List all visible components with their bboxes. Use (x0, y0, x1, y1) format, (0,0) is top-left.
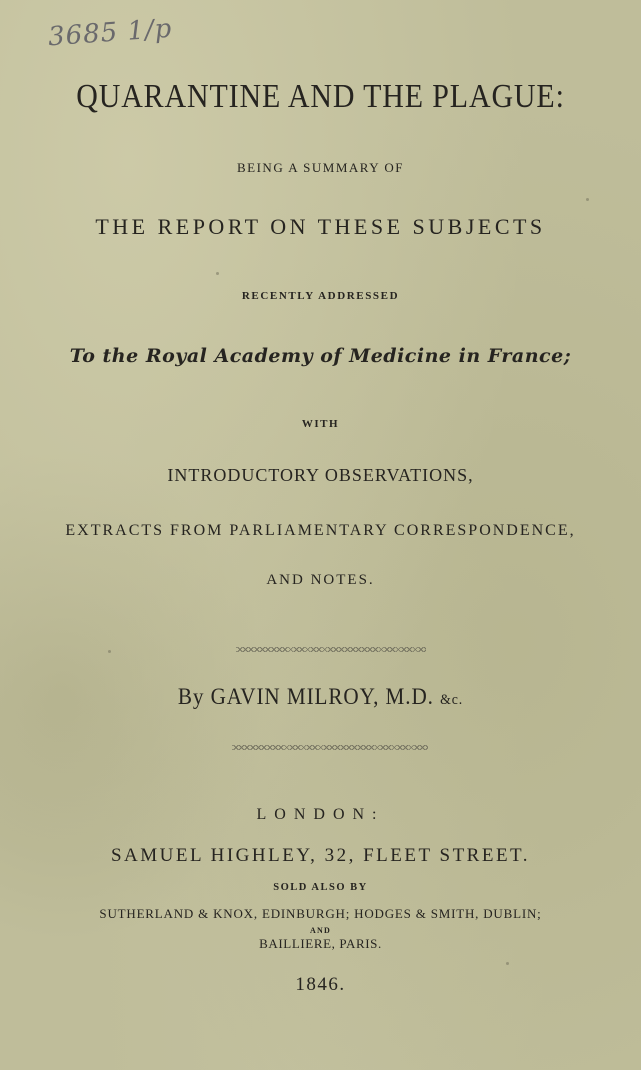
subtitle-line-1: BEING A SUMMARY OF (236, 160, 405, 175)
imprint-publisher: SAMUEL HIGHLEY, 32, FLEET STREET. (110, 845, 531, 866)
paper-speck (216, 272, 219, 275)
imprint-agents: SUTHERLAND & KNOX, EDINBURGH; HODGES & SMITH, DUBLIN; (99, 906, 542, 921)
ornamental-rule-bottom (232, 745, 428, 750)
introductory-line: INTRODUCTORY OBSERVATIONS, (167, 465, 474, 485)
imprint-city: LONDON: (256, 806, 385, 823)
paper-speck (108, 650, 111, 653)
author-by: By (177, 684, 205, 709)
subtitle-line-3: RECENTLY ADDRESSED (241, 290, 400, 302)
notes-line: AND NOTES. (266, 572, 375, 588)
dedication-line: To the Royal Academy of Medicine in France; (69, 345, 572, 367)
imprint-and: AND (310, 926, 331, 935)
handwritten-shelfmark: 3685 1/p (47, 13, 174, 53)
author-name: GAVIN MILROY, M.D. (210, 684, 434, 709)
book-title: QUARANTINE AND THE PLAGUE: (76, 78, 565, 115)
imprint-year: 1846. (295, 974, 346, 995)
paper-speck (506, 962, 509, 965)
ornamental-rule-top (236, 647, 426, 652)
imprint-bailliere: BAILLIERE, PARIS. (259, 936, 382, 951)
author-suffix: &c. (440, 692, 464, 708)
paper-speck (586, 198, 589, 201)
with-word: WITH (301, 418, 340, 430)
extracts-line: EXTRACTS FROM PARLIAMENTARY CORRESPONDENCE, (65, 522, 576, 539)
subtitle-line-2: THE REPORT ON THESE SUBJECTS (95, 214, 546, 239)
author-line (26, 684, 616, 710)
imprint-sold-also-by: SOLD ALSO BY (273, 882, 368, 893)
